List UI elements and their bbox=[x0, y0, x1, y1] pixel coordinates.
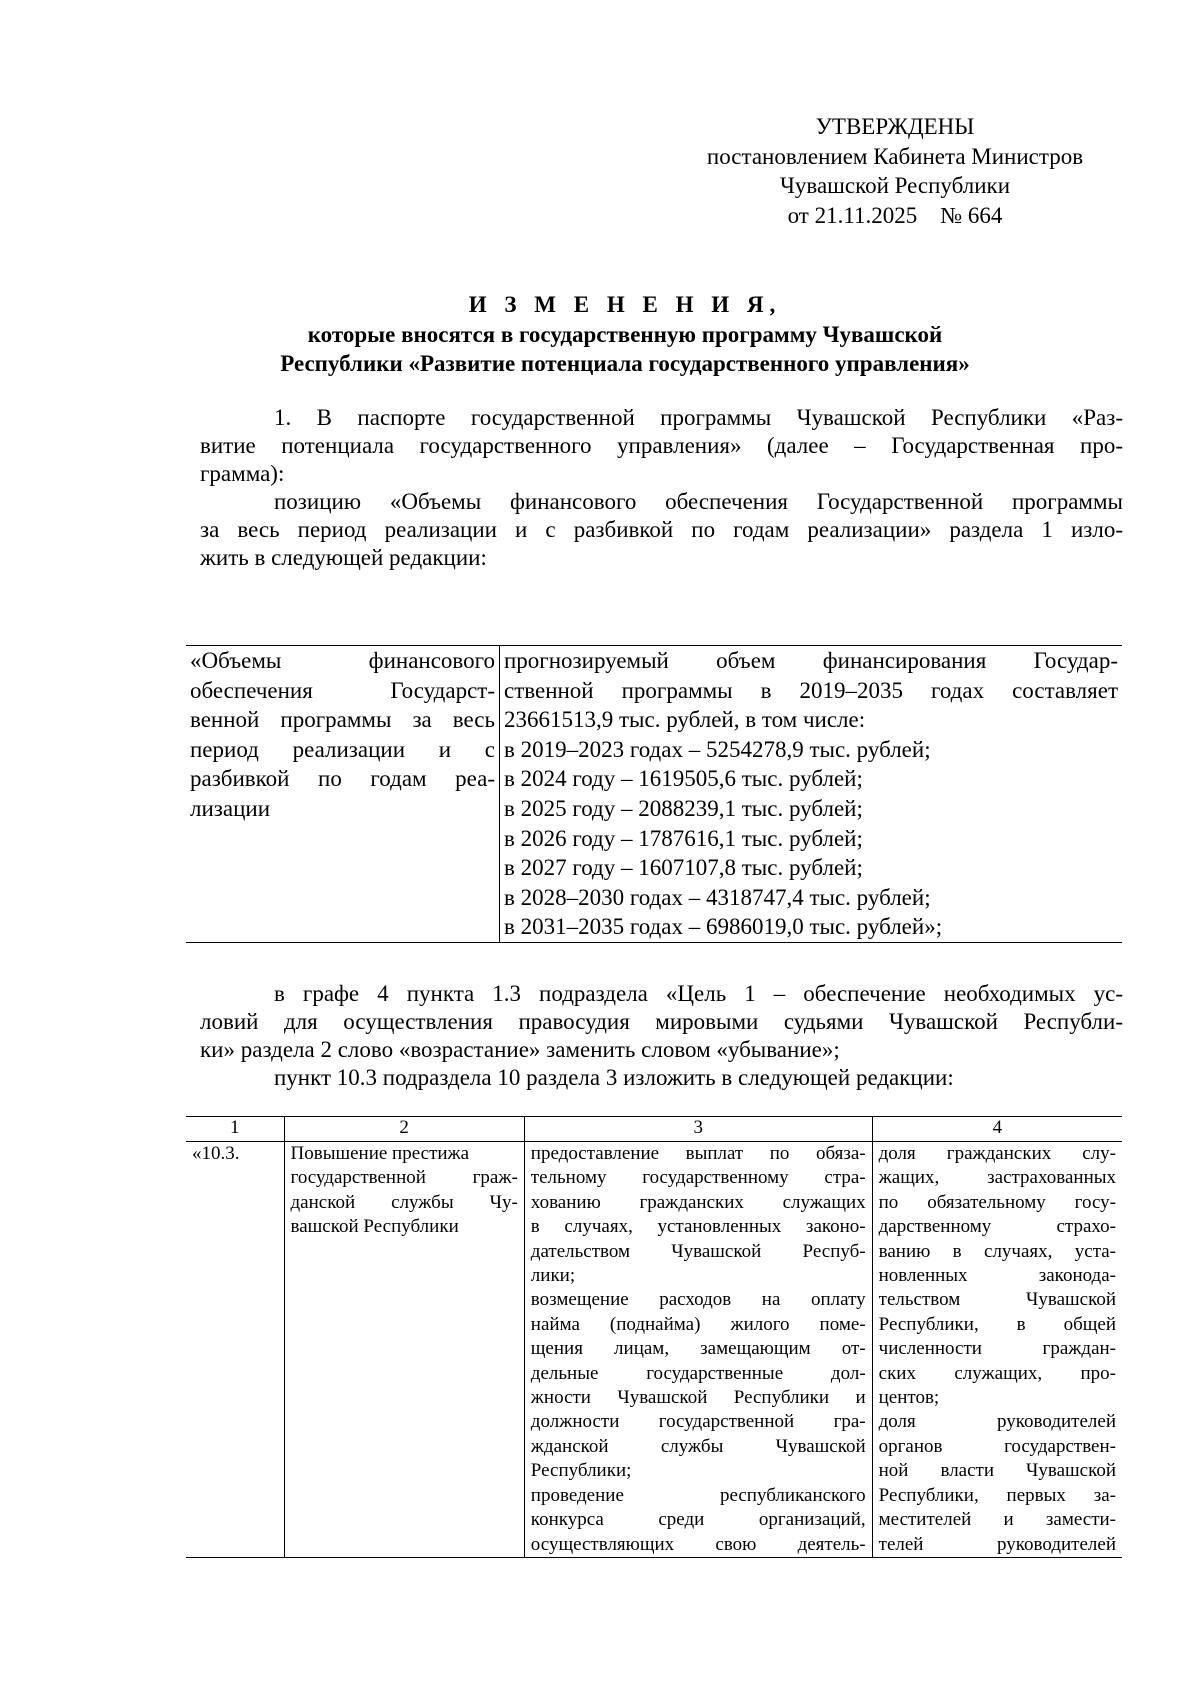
approval-issuer: постановлением Кабинета Министров bbox=[706, 143, 1084, 169]
document-title bbox=[185, 290, 1065, 379]
cell-line: должности государственной гра- bbox=[530, 1411, 866, 1433]
table-header-row bbox=[186, 1117, 1122, 1142]
paragraph-line: позицию «Объемы финансового обеспечения Государственной программы bbox=[274, 489, 1123, 514]
cell-line: в случаях, установленных законо- bbox=[530, 1216, 866, 1238]
cell-line: возмещение расходов на оплату bbox=[530, 1289, 866, 1311]
cell-line: осуществляющих свою деятель- bbox=[530, 1533, 866, 1555]
passport-value-line: в 2028–2030 годах – 4318747,4 тыс. рублей; bbox=[504, 884, 931, 910]
row-number-cell bbox=[186, 1142, 284, 1558]
cell-line: жданской службы Чувашской bbox=[530, 1435, 866, 1457]
cell-line: проведение республиканского bbox=[530, 1484, 866, 1506]
cell-line: телей руководителей bbox=[878, 1533, 1116, 1555]
cell-line: Повышение престижа bbox=[290, 1143, 470, 1164]
document-heading: И З М Е Н Е Н И Я, bbox=[468, 292, 782, 317]
cell-line: жности Чувашской Республики и bbox=[530, 1387, 866, 1409]
cell-line: хованию гражданских служащих bbox=[530, 1191, 866, 1213]
paragraph-line: витие потенциала государственного управления» (далее – Государственная про- bbox=[200, 433, 1123, 458]
column-header-1: 1 bbox=[186, 1117, 284, 1142]
passport-row bbox=[186, 646, 1122, 943]
cell-line: по обязательному госу- bbox=[878, 1191, 1116, 1213]
cell-line: местителей и замести- bbox=[878, 1509, 1116, 1531]
passport-value-line: в 2031–2035 годах – 6986019,0 тыс. рублей»; bbox=[504, 914, 943, 940]
passport-label-line: венной программы за весь bbox=[190, 707, 495, 733]
cell-line: щения лицам, замещающим от- bbox=[530, 1338, 866, 1360]
cell-line: Республики, в общей bbox=[878, 1313, 1116, 1335]
cell-line: тельному государственному стра- bbox=[530, 1167, 866, 1189]
cell-line: дарственному страхо- bbox=[878, 1216, 1116, 1238]
passport-value-line: в 2027 году – 1607107,8 тыс. рублей; bbox=[504, 855, 863, 881]
passport-label-line: «Объемы финансового bbox=[190, 648, 495, 673]
measures-cell bbox=[524, 1142, 872, 1558]
paragraph-line: ки» раздела 2 слово «возрастание» заменить словом «убывание»; bbox=[200, 1037, 840, 1062]
passport-value-line: в 2025 году – 2088239,1 тыс. рублей; bbox=[504, 795, 863, 821]
paragraph-2 bbox=[200, 488, 1123, 572]
program-table bbox=[186, 1116, 1122, 1558]
approval-issuer-region: Чувашской Республики bbox=[779, 173, 1011, 198]
cell-line: лики; bbox=[530, 1265, 576, 1287]
cell-line: конкурса среди организаций, bbox=[530, 1509, 866, 1531]
paragraph-line: в графе 4 пункта 1.3 подраздела «Цель 1 – обеспечение необходимых ус- bbox=[274, 981, 1123, 1006]
cell-line: данской службы Чу- bbox=[290, 1191, 518, 1213]
paragraph-4 bbox=[200, 1064, 1123, 1092]
passport-value-line: 23661513,9 тыс. рублей, в том числе: bbox=[504, 707, 866, 733]
paragraph-line: пункт 10.3 подраздела 10 раздела 3 изложить в следующей редакции: bbox=[274, 1065, 954, 1090]
passport-value-line: прогнозируемый объем финансирования Государ- bbox=[504, 648, 1118, 673]
paragraph-3 bbox=[200, 980, 1123, 1064]
cell-line: найма (поднайма) жилого поме- bbox=[530, 1313, 866, 1335]
indicators-cell bbox=[872, 1142, 1122, 1558]
goal-cell bbox=[284, 1142, 524, 1558]
cell-line: ной власти Чувашской bbox=[878, 1460, 1116, 1482]
column-header-3: 3 bbox=[524, 1117, 872, 1142]
cell-line: Республики; bbox=[530, 1460, 632, 1482]
passport-label-line: период реализации и с bbox=[190, 736, 495, 762]
paragraph-line: жить в следующей редакции: bbox=[200, 545, 487, 570]
cell-line: государственной граж- bbox=[290, 1167, 518, 1189]
passport-value-line: ственной программы в 2019–2035 годах составляет bbox=[504, 677, 1118, 703]
passport-label-line: обеспечения Государст- bbox=[190, 677, 495, 703]
cell-line: вашской Республики bbox=[290, 1216, 459, 1238]
cell-line: численности граждан- bbox=[878, 1338, 1116, 1360]
paragraph-line: грамма): bbox=[200, 461, 285, 486]
passport-label-line: разбивкой по годам реа- bbox=[190, 766, 495, 792]
cell-line: дельные государственные дол- bbox=[530, 1362, 866, 1384]
cell-line: жащих, застрахованных bbox=[878, 1167, 1116, 1189]
cell-line: органов государствен- bbox=[878, 1435, 1116, 1457]
cell-line: доля руководителей bbox=[878, 1411, 1116, 1433]
cell-line: предоставление выплат по обяза- bbox=[530, 1143, 866, 1164]
passport-value-line: в 2026 году – 1787616,1 тыс. рублей; bbox=[504, 825, 863, 851]
table-row bbox=[186, 1142, 1122, 1558]
cell-line: новленных законода- bbox=[878, 1265, 1116, 1287]
paragraph-line: за весь период реализации и с разбивкой по годам реализации» раздела 1 изло- bbox=[200, 517, 1123, 542]
cell-line: ванию в случаях, уста- bbox=[878, 1240, 1116, 1262]
passport-value-line: в 2024 году – 1619505,6 тыс. рублей; bbox=[504, 766, 863, 792]
paragraph-1 bbox=[200, 404, 1123, 488]
cell-line: «10.3. bbox=[192, 1143, 240, 1164]
approval-block bbox=[660, 112, 1130, 230]
cell-line: ских служащих, про- bbox=[878, 1362, 1116, 1384]
cell-line: тельством Чувашской bbox=[878, 1289, 1116, 1311]
cell-line: центов; bbox=[878, 1387, 940, 1409]
passport-label-line: лизации bbox=[190, 795, 271, 821]
cell-line: доля гражданских слу- bbox=[878, 1143, 1116, 1164]
column-header-4: 4 bbox=[872, 1117, 1122, 1142]
approval-date-number: от 21.11.2025 № 664 bbox=[787, 202, 1003, 228]
paragraph-line: 1. В паспорте государственной программы Чувашской Республики «Раз- bbox=[274, 405, 1123, 430]
passport-label-cell bbox=[186, 646, 500, 943]
passport-value-line: в 2019–2023 годах – 5254278,9 тыс. рублей; bbox=[504, 736, 931, 762]
cell-line: Республики, первых за- bbox=[878, 1484, 1116, 1506]
passport-table bbox=[186, 645, 1122, 943]
document-subtitle-line-1: которые вносятся в государственную программу Чувашской bbox=[307, 321, 943, 347]
passport-value-cell bbox=[500, 646, 1123, 943]
approval-status: УТВЕРЖДЕНЫ bbox=[815, 114, 975, 139]
document-subtitle-line-2: Республики «Развитие потенциала государственного управления» bbox=[280, 351, 970, 376]
cell-line: дательством Чувашской Респуб- bbox=[530, 1240, 866, 1262]
column-header-2: 2 bbox=[284, 1117, 524, 1142]
paragraph-line: ловий для осуществления правосудия мировыми судьями Чувашской Республи- bbox=[200, 1009, 1123, 1034]
